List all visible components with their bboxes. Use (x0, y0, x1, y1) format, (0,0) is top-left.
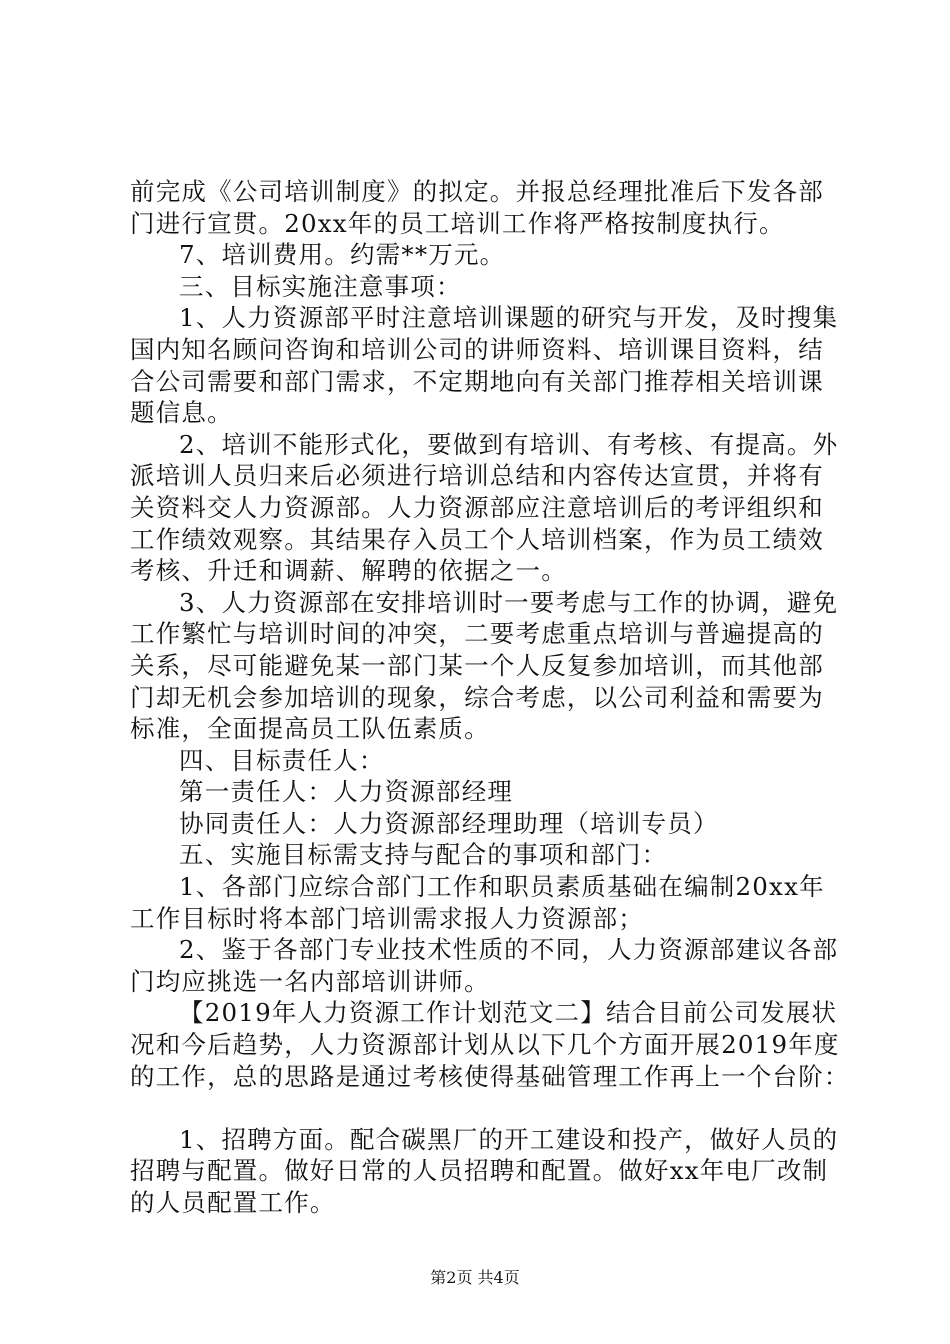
text-line: 的人员配置工作。 (130, 1188, 336, 1217)
text-line: 况和今后趋势，人力资源部计划从以下几个方面开展2019年度 (130, 1030, 840, 1060)
text-line: 招聘与配置。做好日常的人员招聘和配置。做好xx年电厂改制 (130, 1156, 829, 1186)
text-line: 工作绩效观察。其结果存入员工个人培训档案，作为员工绩效 (130, 524, 824, 554)
text-line: 标准，全面提高员工队伍素质。 (130, 714, 490, 744)
text-line: 2、鉴于各部门专业技术性质的不同，人力资源部建议各部 (179, 935, 839, 965)
text-line: 的工作，总的思路是通过考核使得基础管理工作再上一个台阶： (130, 1061, 850, 1091)
text-line: 工作繁忙与培训时间的冲突，二要考虑重点培训与普遍提高的 (130, 619, 824, 649)
text-line: 关系，尽可能避免某一部门某一个人反复参加培训，而其他部 (130, 650, 824, 680)
section-heading: 三、目标实施注意事项： (179, 271, 462, 301)
blank-line (130, 1092, 830, 1124)
text-line: 派培训人员归来后必须进行培训总结和内容传达宣贯，并将有 (130, 461, 824, 491)
section-heading: 四、目标责任人： (179, 745, 385, 775)
text-line: 1、各部门应综合部门工作和职员素质基础在编制20xx年 (179, 872, 825, 902)
text-line: 关资料交人力资源部。人力资源部应注意培训后的考评组织和 (130, 492, 824, 522)
text-line: 协同责任人：人力资源部经理助理（培训专员） (179, 808, 719, 838)
text-line: 1、招聘方面。配合碳黑厂的开工建设和投产，做好人员的 (179, 1124, 839, 1154)
page-number-footer: 第2页 共4页 (430, 1268, 520, 1287)
text-line: 工作目标时将本部门培训需求报人力资源部； (130, 903, 644, 933)
text-line: 门进行宣贯。20xx年的员工培训工作将严格按制度执行。 (130, 208, 785, 238)
text-line: 7、培训费用。约需**万元。 (179, 240, 506, 270)
text-line: 1、人力资源部平时注意培训课题的研究与开发，及时搜集 (179, 303, 839, 333)
section-heading: 【2019年人力资源工作计划范文二】结合目前公司发展状 (179, 998, 838, 1028)
text-line: 前完成《公司培训制度》的拟定。并报总经理批准后下发各部 (130, 177, 824, 206)
section-heading: 五、实施目标需支持与配合的事项和部门： (179, 840, 668, 870)
text-line: 门均应挑选一名内部培训讲师。 (130, 966, 490, 996)
text-line: 考核、升迁和调薪、解聘的依据之一。 (130, 556, 567, 586)
text-line: 第一责任人：人力资源部经理 (179, 777, 514, 807)
text-line: 合公司需要和部门需求，不定期地向有关部门推荐相关培训课 (130, 366, 824, 396)
text-line: 国内知名顾问咨询和培训公司的讲师资料、培训课目资料，结 (130, 334, 824, 364)
document-body (130, 176, 850, 1219)
text-line: 3、人力资源部在安排培训时一要考虑与工作的协调，避免 (179, 587, 839, 617)
text-line: 题信息。 (130, 398, 233, 428)
text-line: 2、培训不能形式化，要做到有培训、有考核、有提高。外 (179, 429, 839, 459)
text-line: 门却无机会参加培训的现象，综合考虑，以公司利益和需要为 (130, 682, 824, 712)
